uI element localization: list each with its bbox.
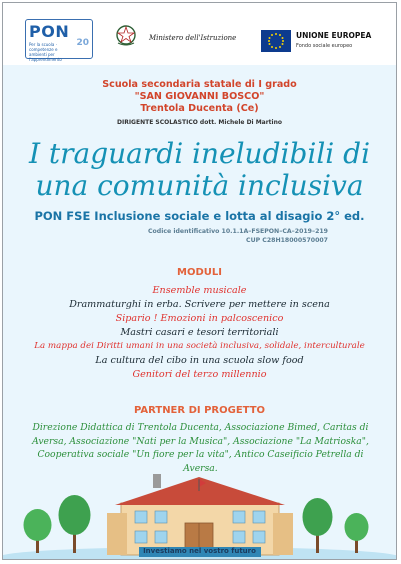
logo-header <box>3 3 396 65</box>
eu-flag-icon <box>261 30 291 52</box>
module-item: Sipario ! Emozioni in palcoscenico <box>115 313 284 324</box>
ministero-label: Ministero dell'Istruzione <box>149 34 237 42</box>
eu-title: UNIONE EUROPEA <box>296 31 372 40</box>
italian-emblem-icon <box>115 23 137 47</box>
module-item: Mastri casari e tesori territoriali <box>120 327 279 338</box>
title-line-2: una comunità inclusiva <box>35 169 364 202</box>
school-city: Trentola Ducenta (Ce) <box>140 103 259 114</box>
footer-slogan: Investiamo nel vostro futuro <box>143 547 256 555</box>
pon-logo-text: PON <box>29 22 70 41</box>
pon-logo-20: 20 <box>76 38 89 48</box>
pon-logo-subtitle: Per la scuola · competenze e ambienti per l'apprendimento <box>29 42 62 62</box>
eu-subtitle: Fondo sociale europeo <box>296 43 353 49</box>
school-type: Scuola secondaria statale di I grado <box>102 79 297 90</box>
school-principal: DIRIGENTE SCOLASTICO dott. Michele Di Martino <box>116 119 282 126</box>
partner-heading: PARTNER DI PROGETTO <box>133 405 266 416</box>
module-item: Drammaturghi in erba. Scrivere per mettere in scena <box>69 299 330 310</box>
module-item: La mappa dei Diritti umani in una società inclusiva, solidale, interculturale <box>34 341 365 351</box>
moduli-heading: MODULI <box>177 267 222 278</box>
module-item: Genitori del terzo millennio <box>132 369 267 380</box>
partner-list: Direzione Didattica di Trentola Ducenta, Associazione Bimed, Caritas di Aversa, Associazione "Nati per la Musica", Associazione "La Matrioska", Cooperativa sociale "Un fiore per la vita", Antico Caseificio Petrella di Aversa. <box>32 422 369 474</box>
poster <box>2 2 397 560</box>
pon-logo <box>25 19 93 62</box>
cup-code: CUP C28H18000570007 <box>246 237 328 244</box>
project-subtitle: PON FSE Inclusione sociale e lotta al disagio 2° ed. <box>34 209 365 223</box>
title-line-1: I traguardi ineludibili di <box>28 137 371 170</box>
project-codes <box>148 227 328 245</box>
project-code: Codice identificativo 10.1.1A–FSEPON–CA–2019–219 <box>148 228 328 235</box>
module-item: Ensemble musicale <box>152 285 247 296</box>
module-item: La cultura del cibo in una scuola slow food <box>95 355 304 366</box>
school-name: "SAN GIOVANNI BOSCO" <box>134 91 265 102</box>
